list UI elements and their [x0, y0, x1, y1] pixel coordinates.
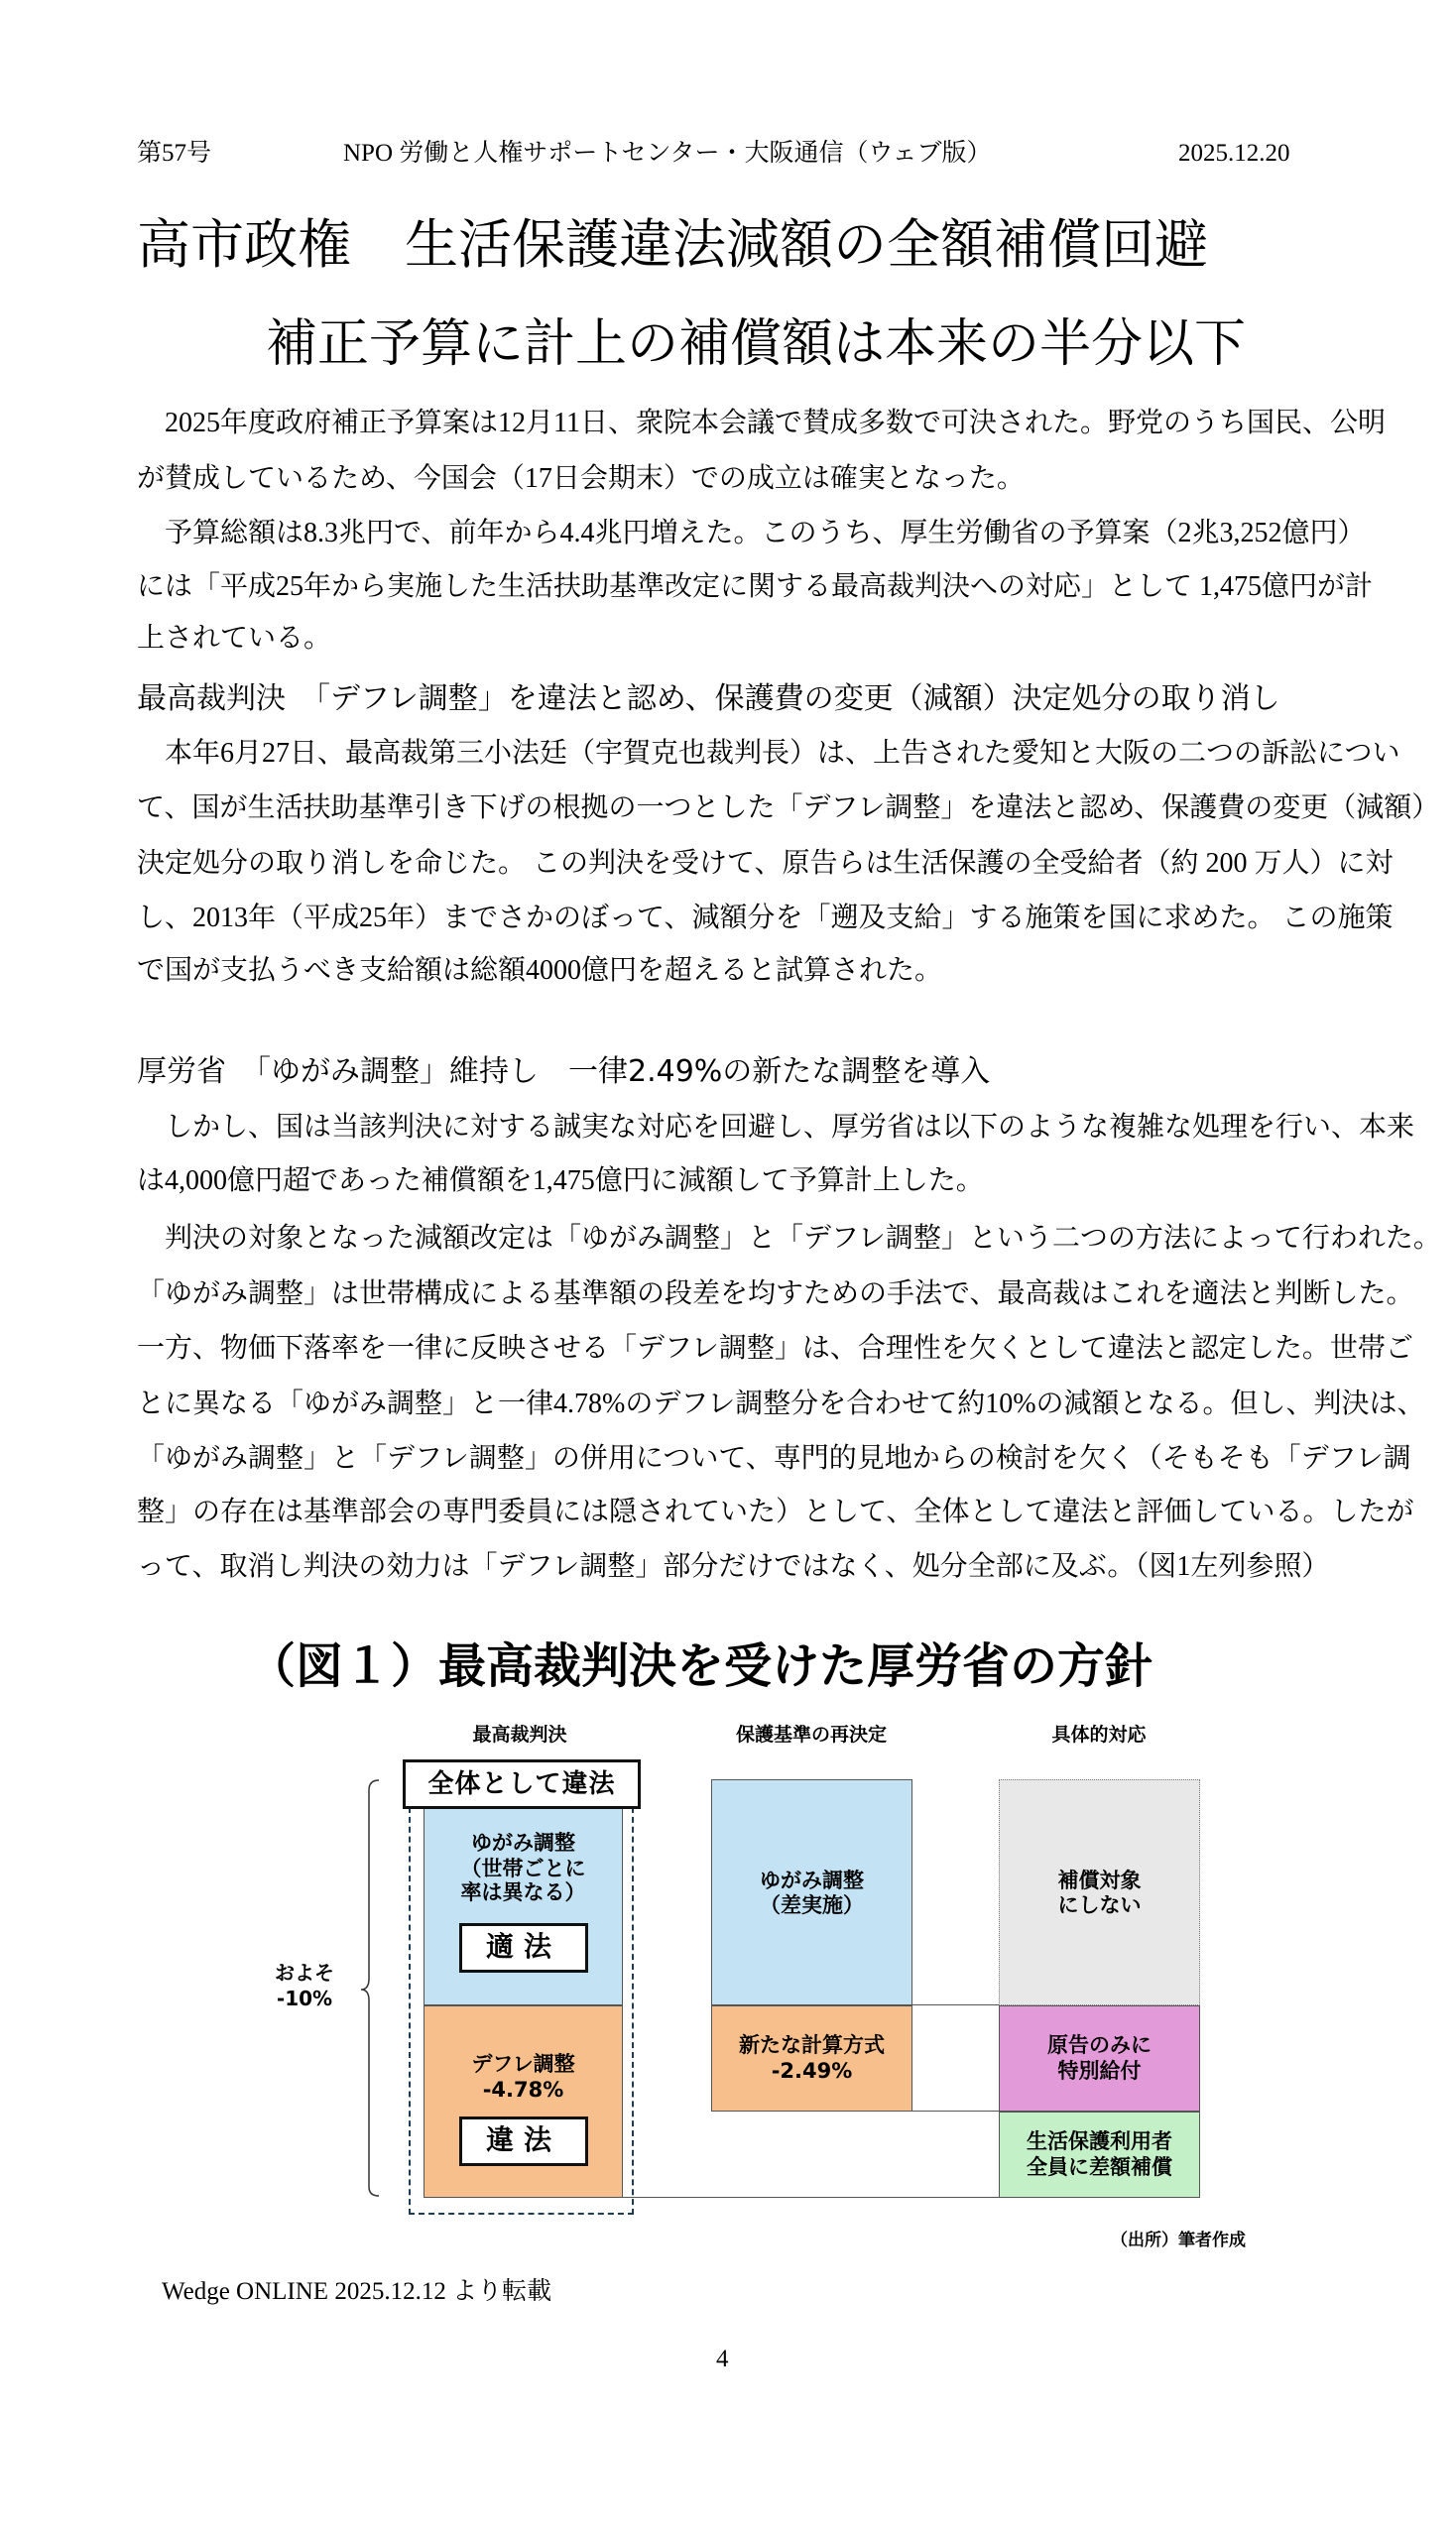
body-line: 整」の存在は基準部会の専門委員には隠されていた）として、全体として違法と評価している。したが — [137, 1497, 1414, 1527]
block-plaintiffs-special-benefit — [999, 2005, 1200, 2112]
overall-unlawful-label: 全体として違法 — [403, 1759, 641, 1809]
body-line: で国が支払うべき支給額は総額4000億円を超えると試算された。 — [137, 955, 943, 986]
body-line: 上されている。 — [137, 623, 332, 654]
column-header-measures: 具体的対応 — [1051, 1724, 1147, 1746]
body-line: とに異なる「ゆがみ調整」と一律4.78%のデフレ調整分を合わせて約10%の減額となる。但し、判決は、 — [137, 1389, 1425, 1419]
block-text: 補償対象 — [1057, 1869, 1142, 1892]
bracket-label — [260, 1960, 349, 2011]
column-header-standard-redecision: 保護基準の再決定 — [735, 1724, 887, 1746]
block-text: （差実施） — [760, 1893, 864, 1917]
body-line: が賛成しているため、今国会（17日会期末）での成立は確実となった。 — [137, 463, 1025, 494]
column-header-supreme-court: 最高裁判決 — [472, 1724, 567, 1746]
block-text: -4.78% — [482, 2078, 564, 2102]
block-all-users-compensation — [999, 2112, 1200, 2198]
verdict-lawful: 適法 — [459, 1923, 588, 1973]
body-line: は4,000億円超であった補償額を1,475億円に減額して予算計上した。 — [137, 1165, 984, 1196]
block-deflation-adjustment — [424, 2005, 623, 2198]
body-line: 決定処分の取り消しを命じた。 この判決を受けて、原告らは生活保護の全受給者（約 200 万人）に対 — [137, 848, 1394, 879]
figure-title: （図１）最高裁判決を受けた厚労省の方針 — [248, 1638, 1153, 1694]
connector-line — [912, 2004, 999, 2005]
body-line: には「平成25年から実施した生活扶助基準改定に関する最高裁判決への対応」として 1,475億円が計 — [137, 571, 1374, 602]
article-title: 高市政権 生活保護違法減額の全額補償回避 — [137, 213, 1208, 276]
article-subtitle: 補正予算に計上の補償額は本来の半分以下 — [266, 314, 1247, 374]
connector-line — [623, 2197, 999, 2198]
section-heading-mhlw: 厚労省 「ゆがみ調整」維持し 一律2.49%の新たな調整を導入 — [137, 1054, 991, 1089]
page-number: 4 — [716, 2346, 729, 2372]
publication-name: NPO 労働と人権サポートセンター・大阪通信（ウェブ版） — [343, 140, 992, 167]
block-text: 率は異なる） — [460, 1880, 586, 1904]
block-text: ゆがみ調整 — [760, 1869, 864, 1892]
bracket-icon — [357, 1775, 387, 2202]
body-line: 「ゆがみ調整」と「デフレ調整」の併用について、専門的見地からの検討を欠く（そもそも「デフレ調 — [137, 1443, 1411, 1474]
body-line: 一方、物価下落率を一律に反映させる「デフレ調整」は、合理性を欠くとして違法と認定した。世帯ご — [137, 1333, 1413, 1364]
block-text: デフレ調整 — [471, 2052, 575, 2076]
block-new-calculation — [711, 2005, 912, 2112]
section-heading-supreme-court: 最高裁判決 「デフレ調整」を違法と認め、保護費の変更（減額）決定処分の取り消し — [137, 681, 1280, 716]
block-no-compensation — [999, 1779, 1200, 2005]
body-line: 「ゆがみ調整」は世帯構成による基準額の段差を均すための手法で、最高裁はこれを適法と判断した。 — [137, 1278, 1414, 1309]
credit-line: Wedge ONLINE 2025.12.12 より転載 — [162, 2278, 552, 2305]
block-distortion-continued — [711, 1779, 912, 2005]
figure-source: （出所）筆者作成 — [1111, 2231, 1246, 2250]
body-line: って、取消し判決の効力は「デフレ調整」部分だけではなく、処分全部に及ぶ。（図1左列参照） — [137, 1551, 1330, 1582]
block-text: 全員に差額補償 — [1027, 2155, 1172, 2179]
block-text: 特別給付 — [1057, 2059, 1142, 2083]
body-line: 本年6月27日、最高裁第三小法廷（宇賀克也裁判長）は、上告された愛知と大阪の二つの訴訟につい — [137, 738, 1400, 769]
block-text: にしない — [1057, 1893, 1142, 1917]
block-text: 原告のみに — [1047, 2033, 1152, 2057]
block-distortion-adjustment — [424, 1807, 623, 2005]
block-text: （世帯ごとに — [460, 1857, 586, 1880]
block-text: 新たな計算方式 — [739, 2033, 885, 2057]
block-text: 生活保護利用者 — [1027, 2129, 1172, 2153]
connector-line — [912, 2111, 999, 2112]
body-line: しかし、国は当該判決に対する誠実な対応を回避し、厚労省は以下のような複雑な処理を行い、本来 — [137, 1112, 1415, 1143]
bracket-label-line: およそ — [275, 1961, 334, 1985]
body-line: し、2013年（平成25年）までさかのぼって、減額分を「遡及支給」する施策を国に求めた。 この施策 — [137, 903, 1394, 933]
body-line: 判決の対象となった減額改定は「ゆがみ調整」と「デフレ調整」という二つの方法によって行われた。 — [137, 1223, 1441, 1254]
issue-date: 2025.12.20 — [1178, 140, 1290, 167]
body-line: 予算総額は8.3兆円で、前年から4.4兆円増えた。このうち、厚生労働省の予算案（2兆3,252億円） — [137, 518, 1366, 548]
verdict-unlawful: 違法 — [459, 2116, 588, 2166]
body-line: 2025年度政府補正予算案は12月11日、衆院本会議で賛成多数で可決された。野党のうち国民、公明 — [137, 408, 1386, 438]
bracket-label-line: -10% — [276, 1987, 333, 2010]
block-text: -2.49% — [771, 2059, 853, 2083]
block-text: ゆがみ調整 — [471, 1831, 575, 1855]
body-line: て、国が生活扶助基準引き下げの根拠の一つとした「デフレ調整」を違法と認め、保護費の変更（減額） — [137, 792, 1440, 823]
issue-number: 第57号 — [137, 140, 212, 167]
